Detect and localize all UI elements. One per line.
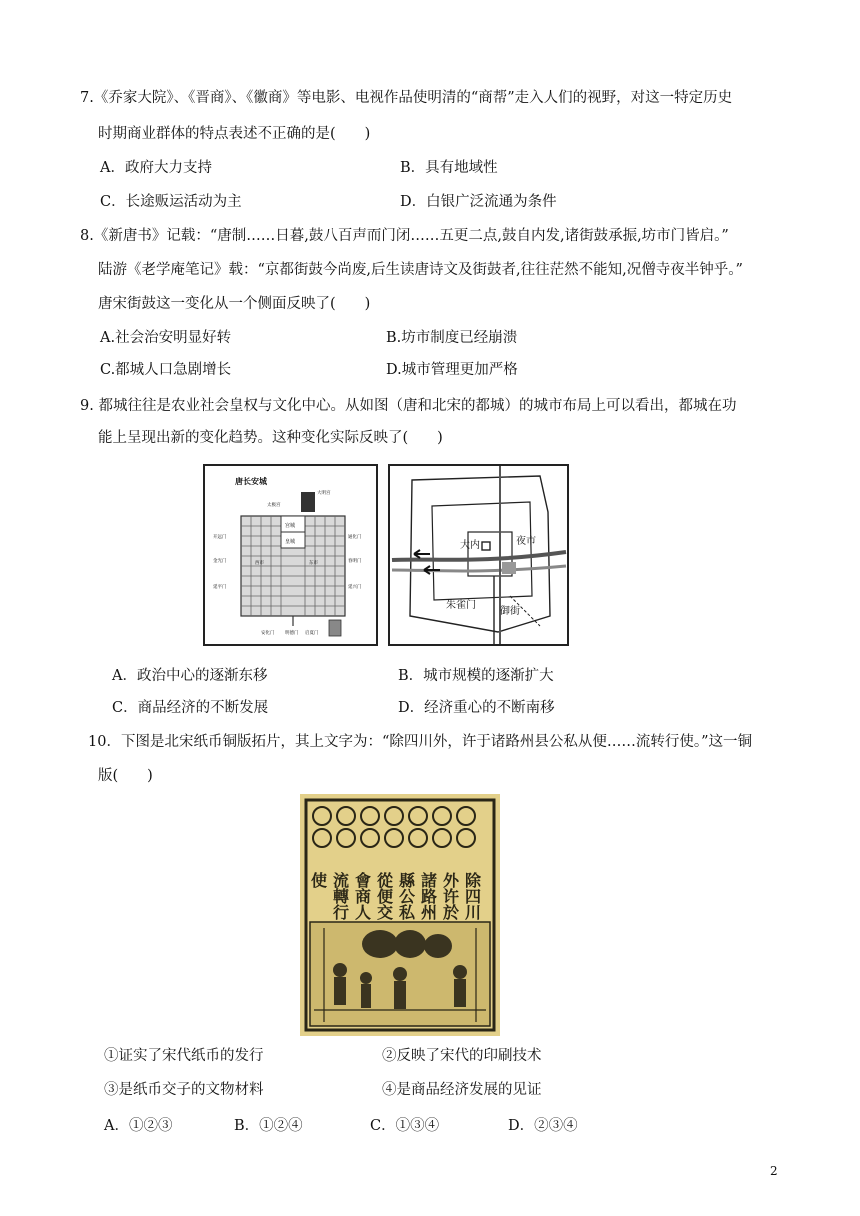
q10-stem-line-2: 版( )	[98, 768, 153, 784]
plate-column-5: 從便交	[374, 872, 394, 920]
label-daming-palace: 大明宫	[317, 491, 331, 496]
plate-column-3: 諸路州	[418, 872, 438, 920]
inner-city-wall	[432, 502, 532, 600]
q8-option-c: C.都城人口急剧增长	[100, 362, 232, 378]
tang-changan-map-drawing	[205, 466, 376, 644]
song-paper-money-plate-rubbing	[300, 794, 500, 1036]
q9-option-d: D．经济重心的不断南移	[398, 700, 555, 716]
q7-option-b: B．具有地域性	[400, 160, 498, 176]
plate-column-2: 外许於	[440, 872, 460, 920]
plate-column-8: 使	[308, 872, 328, 888]
daming-palace	[301, 492, 315, 512]
qujiang-pool	[329, 620, 341, 636]
q7-stem-line-1: 7.《乔家大院》、《晋商》、《徽商》等电影、电视作品使明清的“商帮”走入人们的视野，对这一特定历史	[80, 90, 733, 106]
q10-statement-3: ③是纸币交子的文物材料	[104, 1082, 264, 1098]
q10-choice-c: C．①③④	[370, 1118, 440, 1134]
arrow-west	[414, 550, 430, 558]
label-tonghua-gate: 通化门	[348, 535, 362, 540]
q7-option-d: D．白银广泛流通为条件	[400, 194, 557, 210]
q10-stem-line-1: 10．下图是北宋纸币铜版拓片，其上文字为：“除四川外，许于诸路州县公私从便……流转行使。”这一铜	[88, 734, 753, 750]
label-danei: 大内	[460, 540, 480, 551]
q8-stem-line-1: 8.《新唐书》记载：“唐制……日暮,鼓八百声而门闭……五更二点,鼓自内发,诸街鼓承振,坊市门皆启。”	[80, 228, 729, 244]
label-jinguang-gate: 金光门	[213, 559, 227, 564]
song-kaifeng-map-drawing	[390, 466, 567, 644]
night-market-block	[502, 562, 516, 574]
q10-statement-4: ④是商品经济发展的见证	[382, 1082, 542, 1098]
label-qixia-gate: 启夏门	[305, 631, 319, 636]
label-mingde-gate: 明德门	[285, 631, 299, 636]
page-number: 2	[770, 1164, 778, 1178]
q9-option-b: B．城市规模的逐渐扩大	[398, 668, 554, 684]
label-chunming-gate: 春明门	[348, 559, 362, 564]
label-kaiyuan-gate: 开远门	[213, 535, 227, 540]
tang-changan-map	[203, 464, 378, 646]
q9-stem-line-2: 能上呈现出新的变化趋势。这种变化实际反映了( )	[98, 430, 443, 446]
plate-column-7: 流轉行	[330, 872, 350, 920]
q8-stem-line-3: 唐宋街鼓这一变化从一个侧面反映了( )	[98, 296, 371, 312]
label-yanping-gate: 延平门	[213, 585, 227, 590]
label-night-market: 夜市	[516, 536, 536, 547]
outer-city-wall	[410, 476, 550, 632]
q8-stem-line-2: 陆游《老学庵笔记》载：“京都街鼓今尚废,后生读唐诗文及街鼓者,往往茫然不能知,况僧寺夜半钟乎。”	[98, 262, 743, 278]
q9-option-c: C．商品经济的不断发展	[112, 700, 269, 716]
q10-statement-2: ②反映了宋代的印刷技术	[382, 1048, 542, 1064]
plate-text-columns	[309, 871, 482, 921]
label-palace-city: 宫城	[285, 523, 296, 529]
plate-column-6: 會商人	[352, 872, 372, 920]
label-west-market: 西市	[255, 561, 264, 566]
coin-pattern-row	[313, 807, 475, 847]
label-taiji-palace: 太极宫	[267, 503, 281, 508]
cai-river	[392, 566, 566, 571]
q8-option-d: D.城市管理更加严格	[386, 362, 518, 378]
label-yanxing-gate: 延兴门	[348, 585, 362, 590]
plate-column-4: 縣公私	[396, 872, 416, 920]
plate-drawing	[300, 794, 500, 1036]
palace-marker	[482, 542, 490, 550]
q7-stem-line-2: 时期商业群体的特点表述不正确的是( )	[98, 126, 371, 142]
q7-option-c: C．长途贩运活动为主	[100, 194, 242, 210]
label-anhua-gate: 安化门	[261, 631, 275, 636]
map-left-title: 唐长安城	[235, 477, 267, 486]
q10-choice-d: D．②③④	[508, 1118, 578, 1134]
label-imperial-city: 皇城	[285, 539, 296, 545]
q9-stem-line-1: 9. 都城往往是农业社会皇权与文化中心。从如图（唐和北宋的都城）的城市布局上可以看出，都城在功	[80, 398, 737, 414]
q9-option-a: A．政治中心的逐渐东移	[112, 668, 268, 684]
q10-statement-1: ①证实了宋代纸币的发行	[104, 1048, 264, 1064]
q10-choice-a: A．①②③	[104, 1118, 173, 1134]
q8-option-a: A.社会治安明显好转	[100, 330, 232, 346]
label-imperial-road: 御街	[500, 606, 520, 617]
q7-option-a: A．政府大力支持	[100, 160, 212, 176]
label-zhuque-gate: 朱雀门	[446, 600, 476, 611]
plate-column-1: 除四川	[462, 872, 482, 920]
song-kaifeng-map	[388, 464, 569, 646]
q8-option-b: B.坊市制度已经崩溃	[386, 330, 518, 346]
arrow-west-lower	[424, 566, 440, 574]
label-east-market: 东市	[309, 561, 318, 566]
q10-choice-b: B．①②④	[234, 1118, 303, 1134]
